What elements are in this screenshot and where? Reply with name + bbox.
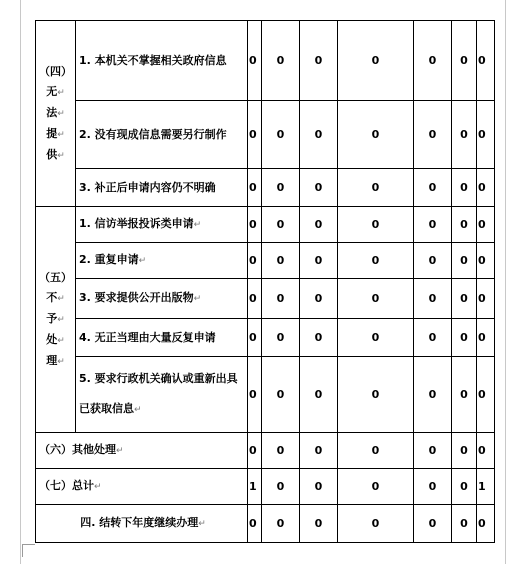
value-cell: 0	[300, 319, 338, 357]
group-char: 不↵	[46, 290, 65, 304]
row-label: 2. 重复申请↵	[76, 243, 248, 279]
value-cell: 0	[477, 319, 495, 357]
margin-guide-right	[505, 0, 506, 564]
row-label: 1. 信访举报投诉类申请↵	[76, 207, 248, 243]
value-cell: 0	[414, 319, 452, 357]
value-cell: 0	[262, 21, 300, 101]
table-row	[36, 207, 495, 243]
value-cell: 0	[338, 469, 414, 505]
value-cell: 0	[338, 505, 414, 543]
value-cell: 0	[452, 21, 477, 101]
group-char: 处↵	[46, 332, 65, 346]
value-cell: 0	[248, 21, 262, 101]
row-label: 5. 要求行政机关确认或重新出具已获取信息↵	[76, 357, 248, 433]
value-cell: 0	[414, 21, 452, 101]
value-cell: 0	[452, 207, 477, 243]
value-cell: 0	[414, 207, 452, 243]
value-cell: 0	[452, 243, 477, 279]
value-cell: 0	[452, 357, 477, 433]
value-cell: 0	[262, 469, 300, 505]
value-cell: 0	[338, 101, 414, 169]
page-corner-mark	[22, 544, 35, 557]
value-cell: 0	[262, 207, 300, 243]
value-cell: 0	[300, 21, 338, 101]
value-cell: 0	[477, 433, 495, 469]
value-cell: 0	[262, 319, 300, 357]
value-cell: 0	[248, 433, 262, 469]
value-cell: 0	[262, 101, 300, 169]
value-cell: 0	[452, 101, 477, 169]
value-cell: 0	[262, 433, 300, 469]
row-label: 1. 本机关不掌握相关政府信息	[76, 21, 248, 101]
value-cell: 0	[452, 433, 477, 469]
row-label: 4. 无正当理由大量反复申请	[76, 319, 248, 357]
value-cell: 0	[477, 21, 495, 101]
value-cell: 0	[262, 505, 300, 543]
table-row	[36, 21, 495, 101]
table-row	[36, 243, 495, 279]
row-label: 四. 结转下年度继续办理↵	[36, 505, 248, 543]
value-cell: 0	[452, 505, 477, 543]
value-cell: 0	[338, 21, 414, 101]
value-cell: 0	[300, 101, 338, 169]
group-char: 无↵	[46, 84, 65, 98]
row-label: （七）总计↵	[36, 469, 248, 505]
value-cell: 0	[300, 433, 338, 469]
value-cell: 0	[248, 169, 262, 207]
value-cell: 0	[414, 469, 452, 505]
table-row	[36, 101, 495, 169]
value-cell: 0	[414, 357, 452, 433]
row-label: 3. 补正后申请内容仍不明确	[76, 169, 248, 207]
table-row	[36, 505, 495, 543]
value-cell: 0	[300, 469, 338, 505]
value-cell: 0	[262, 279, 300, 319]
value-cell: 0	[477, 169, 495, 207]
group-char: （五）	[39, 270, 72, 284]
value-cell: 0	[338, 207, 414, 243]
value-cell: 0	[414, 101, 452, 169]
group-char: 提↵	[46, 126, 65, 140]
statistics-table	[35, 20, 495, 543]
value-cell: 0	[248, 101, 262, 169]
value-cell: 0	[262, 243, 300, 279]
value-cell: 0	[477, 505, 495, 543]
value-cell: 0	[248, 207, 262, 243]
value-cell: 0	[414, 169, 452, 207]
value-cell: 0	[262, 169, 300, 207]
value-cell: 0	[477, 357, 495, 433]
value-cell: 0	[477, 279, 495, 319]
value-cell: 0	[248, 505, 262, 543]
value-cell: 0	[248, 243, 262, 279]
group-cell-cannot-provide	[36, 21, 76, 207]
value-cell: 0	[338, 357, 414, 433]
value-cell: 0	[452, 319, 477, 357]
value-cell: 0	[300, 243, 338, 279]
group-cell-not-processed	[36, 207, 76, 433]
value-cell: 0	[414, 243, 452, 279]
value-cell: 0	[300, 505, 338, 543]
table-row	[36, 433, 495, 469]
table-row	[36, 357, 495, 433]
value-cell: 0	[262, 357, 300, 433]
value-cell: 0	[338, 169, 414, 207]
value-cell: 0	[452, 169, 477, 207]
value-cell: 0	[338, 319, 414, 357]
value-cell: 0	[300, 357, 338, 433]
table-row	[36, 319, 495, 357]
row-label: 2. 没有现成信息需要另行制作	[76, 101, 248, 169]
table-row	[36, 469, 495, 505]
value-cell: 0	[414, 505, 452, 543]
group-char: 法↵	[46, 105, 65, 119]
value-cell: 0	[248, 279, 262, 319]
value-cell: 0	[300, 207, 338, 243]
group-char: 理↵	[46, 353, 65, 367]
group-char: 予↵	[46, 311, 65, 325]
value-cell: 0	[300, 279, 338, 319]
margin-guide-left	[20, 0, 21, 564]
value-cell: 0	[338, 279, 414, 319]
value-cell: 0	[414, 433, 452, 469]
group-char: （四）	[39, 64, 72, 78]
value-cell: 0	[452, 279, 477, 319]
value-cell: 0	[338, 243, 414, 279]
value-cell: 0	[477, 243, 495, 279]
value-cell: 1	[248, 469, 262, 505]
value-cell: 1	[477, 469, 495, 505]
row-label: （六）其他处理↵	[36, 433, 248, 469]
group-char: 供↵	[46, 147, 65, 161]
value-cell: 0	[452, 469, 477, 505]
value-cell: 0	[338, 433, 414, 469]
table-row	[36, 279, 495, 319]
row-label: 3. 要求提供公开出版物↵	[76, 279, 248, 319]
value-cell: 0	[248, 319, 262, 357]
value-cell: 0	[414, 279, 452, 319]
value-cell: 0	[300, 169, 338, 207]
value-cell: 0	[248, 357, 262, 433]
value-cell: 0	[477, 207, 495, 243]
value-cell: 0	[477, 101, 495, 169]
table-row	[36, 169, 495, 207]
